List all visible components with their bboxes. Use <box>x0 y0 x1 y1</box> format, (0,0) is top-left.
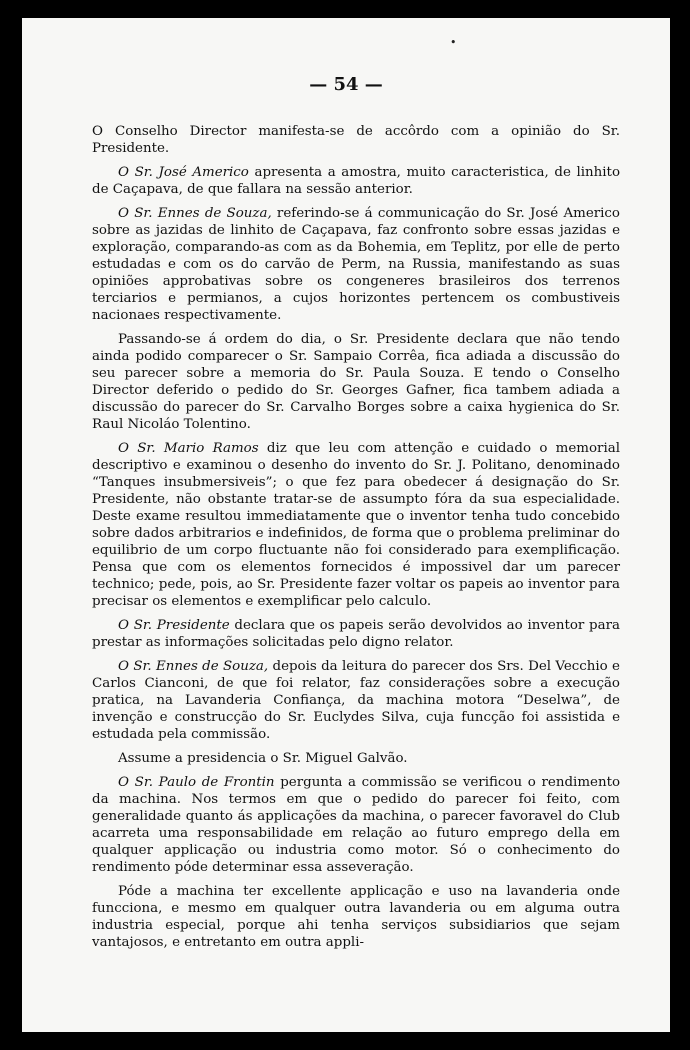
speaker-name: O Sr. Ennes de Souza, <box>118 659 269 674</box>
paragraph <box>92 883 620 951</box>
page-number: — 54 — <box>309 74 383 95</box>
speaker-name: O Sr. Paulo de Frontin <box>118 775 275 790</box>
document-page <box>22 18 670 1032</box>
speaker-name: O Sr. Presidente <box>118 618 230 633</box>
paragraph <box>92 750 620 767</box>
paragraph <box>92 774 620 876</box>
speaker-name: O Sr. Ennes de Souza, <box>118 206 272 221</box>
paragraph-text: pergunta a commissão se verificou o rendimento da machina. Nos termos em que o pedido do parecer foi feito, com generalidade quanto ás applicações da machina, o parecer favoravel do Club acarreta uma responsabilidade em relação ao futuro emprego della em qualquer applicação ou industria como motor. Só o conhecimento do rendimento póde determinar essa asseveração. <box>92 775 621 875</box>
paragraph-text: declara que os papeis serão devolvidos ao inventor para prestar as informações solicitadas pelo digno relator. <box>92 618 620 650</box>
speaker-name: O Sr. José Americo <box>118 165 249 180</box>
paragraph-text: O Conselho Director manifesta-se de accôrdo com a opinião do Sr. Presidente. <box>92 124 620 156</box>
paragraph-text: Póde a machina ter excellente applicação e uso na lavanderia onde funcciona, e mesmo em qualquer outra lavanderia ou em alguma outra industria especial, porque ahi tenha serviços subsidiarios que sejam vantajosos, e entretanto em outra appli- <box>92 884 620 950</box>
speaker-name: O Sr. Mario Ramos <box>118 441 259 456</box>
paragraph <box>92 617 620 651</box>
paragraph <box>92 164 620 198</box>
paragraph-text: diz que leu com attenção e cuidado o memorial descriptivo e examinou o desenho do invento do Sr. J. Politano, denominado “Tanques insubmersiveis”; o que fez para obedecer á designação do Sr. Presidente, não obstante tratar-se de assumpto fóra da sua especialidade. Deste exame resultou immediatamente que o inventor tenha tudo concebido sobre dados arbitrarios e indefinidos, de forma que o problema preliminar do equilibrio de um corpo fluctuante não foi considerado para exemplificação. Pensa que com os elementos fornecidos é impossivel dar um parecer technico; pede, pois, ao Sr. Presidente fazer voltar os papeis ao inventor para precisar os elementos e exemplificar pelo calculo. <box>92 441 620 609</box>
document-body <box>92 123 620 958</box>
paragraph-text: referindo-se á communicação do Sr. José Americo sobre as jazidas de linhito de Caçapava, faz confronto sobre essas jazidas e exploração, comparando-as com as da Bohemia, em Teplitz, por elle de perto estudadas e com os do carvão de Perm, na Russia, manifestando as suas opiniões approbativas sobre os congeneres brasileiros dos terrenos terciarios e permianos, a cujos horizontes pertencem os combustiveis nacionaes respectivamente. <box>92 206 620 323</box>
paragraph-text: Assume a presidencia o Sr. Miguel Galvão. <box>118 751 408 766</box>
paragraph <box>92 658 620 743</box>
paragraph <box>92 331 620 433</box>
top-mark: • <box>450 36 457 49</box>
paragraph-text: apresenta a amostra, muito caracteristica, de linhito de Caçapava, de que fallara na sessão anterior. <box>92 165 621 197</box>
paragraph <box>92 123 620 157</box>
paragraph <box>92 440 620 610</box>
paragraph <box>92 205 620 324</box>
paragraph-text: depois da leitura do parecer dos Srs. Del Vecchio e Carlos Cianconi, de que foi relator, faz considerações sobre a execução pratica, na Lavanderia Confiança, da machina motora “Deselwa”, de invenção e construcção do Sr. Euclydes Silva, cuja funcção foi assistida e estudada pela commissão. <box>92 659 620 742</box>
paragraph-text: Passando-se á ordem do dia, o Sr. Presidente declara que não tendo ainda podido comparecer o Sr. Sampaio Corrêa, fica adiada a discussão do seu parecer sobre a memoria do Sr. Paula Souza. E tendo o Conselho Director deferido o pedido do Sr. Georges Gafner, fica tambem adiada a discussão do parecer do Sr. Carvalho Borges sobre a caixa hygienica do Sr. Raul Nicoláo Tolentino. <box>92 332 620 432</box>
